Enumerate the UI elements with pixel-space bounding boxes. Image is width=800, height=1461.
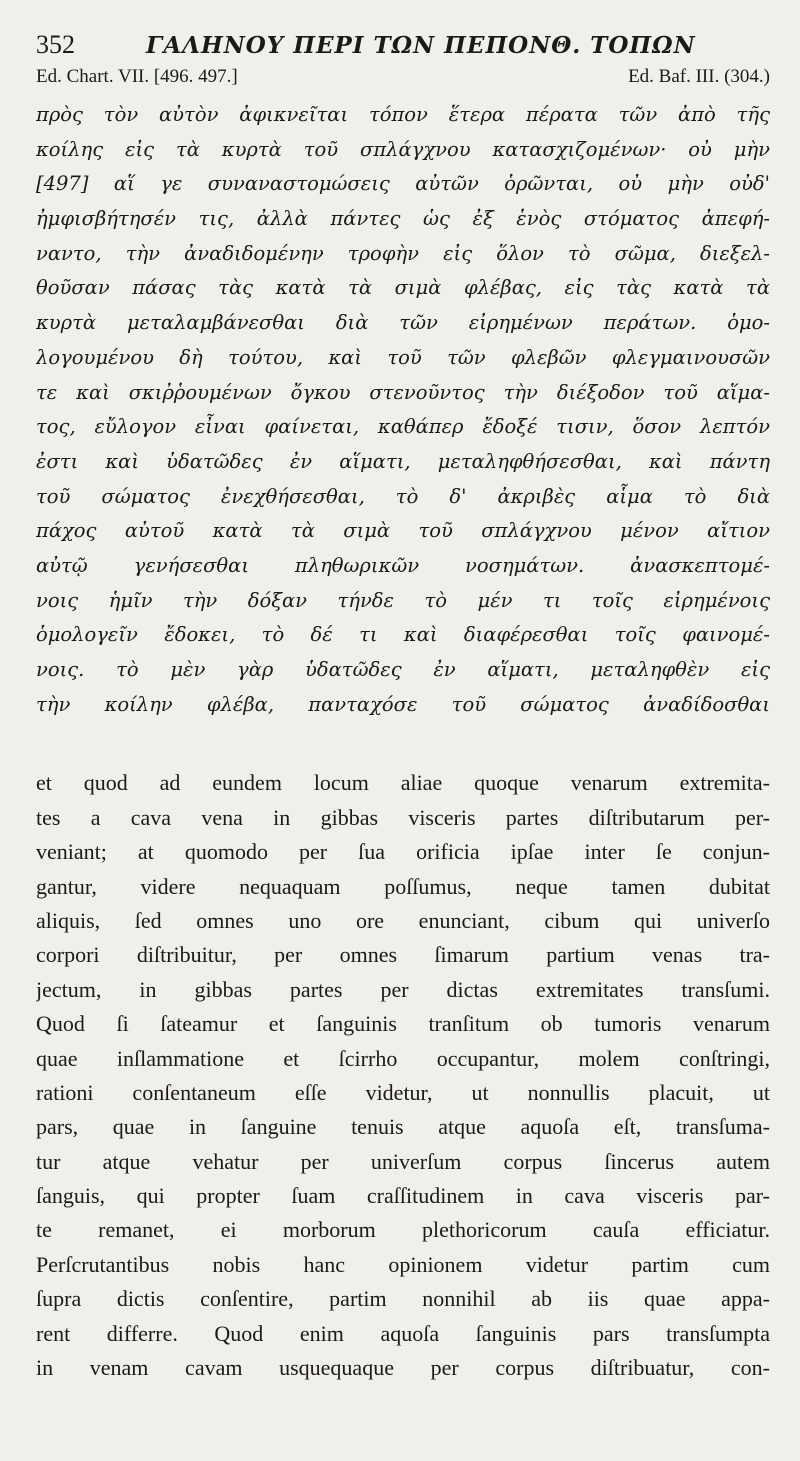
latin-text-line: in venam cavam usquequaque per corpus diſtribuatur, con- <box>36 1355 770 1381</box>
running-head <box>36 24 770 64</box>
running-title: ΓΑΛΗΝΟΥ ΠΕΡΙ ΤΩΝ ΠΕΠΟΝΘ. ΤΟΠΩΝ <box>146 32 696 59</box>
greek-text-line: θοῦσαν πάσας τὰς κατὰ τὰ σιμὰ φλέβας, εἰς τὰς κατὰ τὰ <box>36 276 770 300</box>
edition-basel: Ed. Baf. III. (304.) <box>628 66 770 87</box>
section-gap <box>36 722 770 766</box>
latin-text <box>36 766 770 1385</box>
latin-text-line: aliquis, ſed omnes uno ore enunciant, cibum qui univerſo <box>36 907 770 933</box>
greek-text-line: νοις ἡμῖν τὴν δόξαν τήνδε τὸ μέν τι τοῖς εἰρημένοις <box>36 588 770 612</box>
greek-text-line: [497] αἵ γε συναναστομώσεις αὐτῶν ὁρῶνται, οὐ μὴν οὐδ' <box>36 172 770 196</box>
greek-text-line: ἠμφισβήτησέν τις, ἀλλὰ πάντες ὡς ἐξ ἑνὸς στόματος ἀπεφή- <box>36 207 770 231</box>
greek-text-line: κοίλης εἰς τὰ κυρτὰ τοῦ σπλάγχνου κατασχιζομένων· οὐ μὴν <box>36 137 770 161</box>
greek-text-line: τοῦ σώματος ἐνεχθήσεσθαι, τὸ δ' ἀκριβὲς αἷμα τὸ διὰ <box>36 484 770 508</box>
greek-text <box>36 98 770 722</box>
latin-text-line: Quod ſi ſateamur et ſanguinis tranſitum ob tumoris venarum <box>36 1011 770 1037</box>
edition-references <box>36 64 770 98</box>
latin-text-line: pars, quae in ſanguine tenuis atque aquoſa eſt, transſuma- <box>36 1114 770 1140</box>
greek-text-line: ἐστι καὶ ὑδατῶδες ἐν αἵματι, μεταληφθήσεσθαι, καὶ πάντη <box>36 449 770 473</box>
greek-text-line: τε καὶ σκιῤῥουμένων ὄγκου στενοῦντος τὴν διέξοδον τοῦ αἵμα- <box>36 380 770 404</box>
latin-text-line: te remanet, ei morborum plethoricorum cauſa efficiatur. <box>36 1217 770 1243</box>
latin-text-line: ſanguis, qui propter ſuam craſſitudinem in cava visceris par- <box>36 1183 770 1209</box>
latin-text-line: tes a cava vena in gibbas visceris partes diſtributarum per- <box>36 804 770 830</box>
latin-text-line: rationi conſentaneum eſſe videtur, ut nonnullis placuit, ut <box>36 1079 770 1105</box>
latin-text-line: ſupra dictis conſentire, partim nonnihil ab iis quae appa- <box>36 1286 770 1312</box>
page-number: 352 <box>36 30 75 59</box>
latin-text-line: jectum, in gibbas partes per dictas extremitates transſumi. <box>36 976 770 1002</box>
greek-text-line: πρὸς τὸν αὐτὸν ἀφικνεῖται τόπον ἕτερα πέρατα τῶν ἀπὸ τῆς <box>36 103 770 126</box>
latin-text-line: rent differre. Quod enim aquoſa ſanguinis pars transſumpta <box>36 1320 770 1346</box>
greek-text-line: πάχος αὐτοῦ κατὰ τὰ σιμὰ τοῦ σπλάγχνου μένον αἴτιον <box>36 519 770 543</box>
greek-text-line: τος, εὔλογον εἶναι φαίνεται, καθάπερ ἔδοξέ τισιν, ὅσον λεπτόν <box>36 415 770 439</box>
edition-chartier: Ed. Chart. VII. [496. 497.] <box>36 66 238 87</box>
latin-text-line: et quod ad eundem locum aliae quoque venarum extremita- <box>36 770 770 796</box>
greek-text-line: ναντο, τὴν ἀναδιδομένην τροφὴν εἰς ὅλον τὸ σῶμα, διεξελ- <box>36 241 770 265</box>
greek-text-line: ὁμολογεῖν ἔδοκει, τὸ δέ τι καὶ διαφέρεσθαι τοῖς φαινομέ- <box>36 623 770 647</box>
greek-text-line: τὴν κοίλην φλέβα, πανταχόσε τοῦ σώματος ἀναδίδοσθαι <box>36 692 770 716</box>
greek-text-line: κυρτὰ μεταλαμβάνεσθαι διὰ τῶν εἰρημένων περάτων. ὁμο- <box>36 311 770 335</box>
latin-text-line: gantur, videre nequaquam poſſumus, neque tamen dubitat <box>36 873 770 899</box>
latin-text-line: veniant; at quomodo per ſua orificia ipſae inter ſe conjun- <box>36 839 770 865</box>
latin-text-line: corpori diſtribuitur, per omnes ſimarum partium venas tra- <box>36 942 770 968</box>
latin-text-line: quae inſlammatione et ſcirrho occupantur, molem conſtringi, <box>36 1045 770 1071</box>
latin-text-line: tur atque vehatur per univerſum corpus ſincerus autem <box>36 1148 770 1174</box>
latin-text-line: Perſcrutantibus nobis hanc opinionem videtur partim cum <box>36 1251 770 1277</box>
greek-text-line: αὐτῷ γενήσεσθαι πληθωρικῶν νοσημάτων. ἀνασκεπτομέ- <box>36 553 770 577</box>
greek-text-line: νοις. τὸ μὲν γὰρ ὑδατῶδες ἐν αἵματι, μεταληφθὲν εἰς <box>36 658 770 681</box>
greek-text-line: λογουμένου δὴ τούτου, καὶ τοῦ τῶν φλεβῶν φλεγμαινουσῶν <box>36 345 770 369</box>
